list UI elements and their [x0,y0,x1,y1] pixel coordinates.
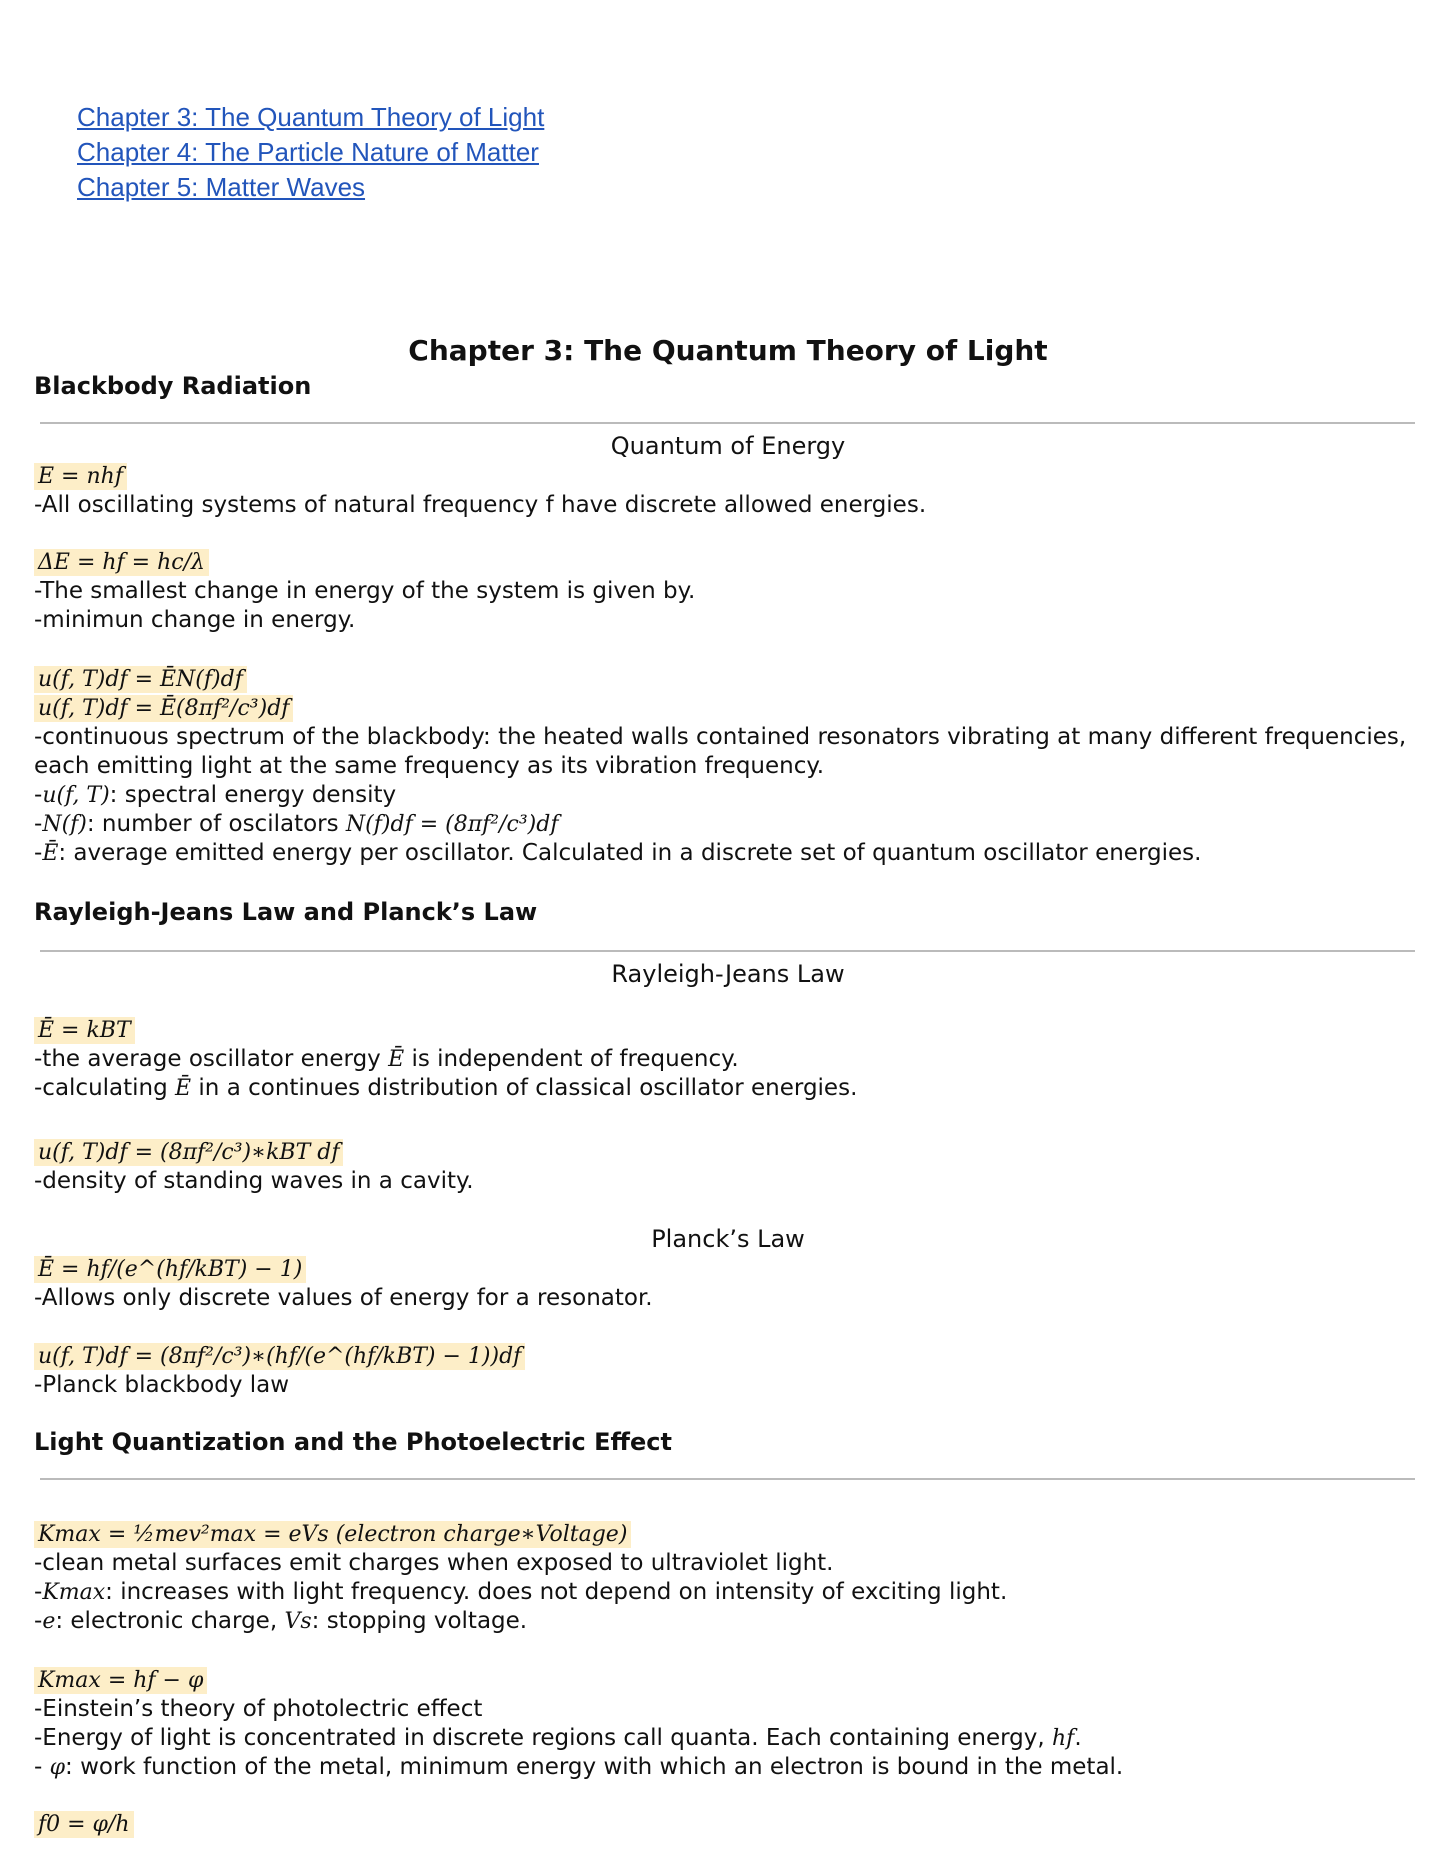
formula-e-kbt: Ē = kBT [34,1017,135,1044]
section-divider [40,950,1415,952]
block-planck-energy [34,1255,1424,1313]
formula-u-en: u(f, T)df = ĒN(f)df [34,666,247,693]
text-fragment: -the average oscillator energy [34,1046,381,1072]
text-line: -clean metal surfaces emit charges when exposed to ultraviolet light. [34,1550,834,1576]
symbol: N(f) [42,812,87,837]
text-fragment: : spectral energy density [109,782,397,808]
formula-f0: f0 = φ/h [34,1811,134,1838]
symbol: Vs [284,1609,312,1634]
block-rj-density [34,1138,1424,1196]
symbol: Ē [42,841,59,866]
formula-delta-e: ΔE = hf = hc/λ [34,549,209,576]
text-line: -Planck blackbody law [34,1372,290,1398]
text-fragment: in a continues distribution of classical oscillator energies. [198,1075,858,1101]
block-smallest-change [34,548,1424,635]
symbol: Kmax [42,1580,106,1605]
block-threshold-frequency [34,1810,1424,1839]
text-fragment: : number of oscilators [86,811,339,837]
formula-u-rj: u(f, T)df = (8πf²/c³)∗kBT df [34,1139,343,1166]
formula-kmax-ev: Kmax = ½mev²max = eVs (electron charge∗Voltage) [34,1521,631,1548]
formula-e-nhf: E = nhf [34,463,127,490]
section-divider [40,1478,1415,1480]
text-fragment: : electronic charge, [55,1608,278,1634]
symbol: Ē [388,1047,405,1072]
symbol: e [42,1609,56,1634]
formula-u-e8pi: u(f, T)df = Ē(8πf²/c³)df [34,695,293,722]
text-fragment: : work function of the metal, minimum energy with which an electron is bound in the metal. [65,1754,1124,1780]
subheading-quantum-of-energy: Quantum of Energy [610,432,846,460]
formula-e-planck: Ē = hf/(e^(hf/kBT) − 1) [34,1256,306,1283]
section-heading-photoelectric: Light Quantization and the Photoelectric Effect [34,1428,672,1456]
block-einstein: Kmax = hf − φ -Einstein’s theory of photolectric effect -Energy of light is concentrated in discrete regions call quanta. Each containing energy, hf. - φ: work function of the metal, minimum energy with which an electron is bound in the metal. [34,1666,1424,1782]
text-line: -Einstein’s theory of photolectric effect [34,1696,483,1722]
text-line: -The smallest change in energy of the system is given by. [34,578,696,604]
symbol: u(f, T) [42,783,110,808]
formula-kmax-hf: Kmax = hf − φ [34,1667,207,1694]
section-heading-rayleigh-jeans: Rayleigh-Jeans Law and Planck’s Law [34,898,538,926]
inline-formula: N(f)df = (8πf²/c³)df [345,812,559,837]
section-divider [40,422,1415,424]
text-paragraph: -continuous spectrum of the blackbody: the heated walls contained resonators vibrating at many different frequencies, each emitting light at the same frequency as its vibration frequency. [34,724,1407,779]
subheading-rayleigh-jeans: Rayleigh-Jeans Law [611,960,845,988]
table-of-contents [77,100,544,205]
toc-link-chapter-3[interactable]: Chapter 3: The Quantum Theory of Light [77,102,545,132]
text-fragment: : stopping voltage. [311,1608,528,1634]
block-spectral-density: u(f, T)df = ĒN(f)df u(f, T)df = Ē(8πf²/c³)df -continuous spectrum of the blackbody: the heated walls contained resonators vibrating at many different frequencies, each emitting light at the same frequency as its vibration frequency. -u(f, T): spectral energy density -N(f): number of oscilators N(f)df = (8πf²/c³)df -Ē: average emitted energy per oscillator. Calculated in a discrete set of quantum oscillator energies. [34,665,1424,868]
section-heading-blackbody: Blackbody Radiation [34,372,312,400]
chapter-title: Chapter 3: The Quantum Theory of Light [408,334,1048,367]
text-fragment: is independent of frequency. [411,1046,739,1072]
toc-link-chapter-4[interactable]: Chapter 4: The Particle Nature of Matter [77,137,539,167]
text-fragment: -Energy of light is concentrated in discrete regions call quanta. Each containing energy, [34,1725,1045,1751]
block-kmax: Kmax = ½mev²max = eVs (electron charge∗Voltage) -clean metal surfaces emit charges when exposed to ultraviolet light. -Kmax: increases with light frequency. does not depend on intensity of exciting light. -e: electronic charge, Vs: stopping voltage. [34,1520,1424,1636]
text-line: -Allows only discrete values of energy for a resonator. [34,1285,653,1311]
block-rj-average-energy [34,1016,1424,1103]
text-line: -All oscillating systems of natural frequency f have discrete allowed energies. [34,492,927,518]
symbol: Ē [175,1076,192,1101]
symbol: φ [49,1755,66,1780]
text-fragment: : average emitted energy per oscillator. Calculated in a discrete set of quantum oscillator energies. [58,840,1202,866]
subheading-plancks-law: Planck’s Law [651,1225,805,1253]
formula-u-planck: u(f, T)df = (8πf²/c³)∗(hf/(e^(hf/kBT) − 1))df [34,1343,525,1370]
text-fragment: : increases with light frequency. does not depend on intensity of exciting light. [105,1579,1008,1605]
block-quantum-energy [34,462,1424,520]
text-fragment: -calculating [34,1075,168,1101]
toc-link-chapter-5[interactable]: Chapter 5: Matter Waves [77,172,366,202]
symbol: hf [1052,1726,1075,1751]
text-line: -minimun change in energy. [34,607,356,633]
text-line: -density of standing waves in a cavity. [34,1168,474,1194]
block-planck-law [34,1342,1424,1400]
